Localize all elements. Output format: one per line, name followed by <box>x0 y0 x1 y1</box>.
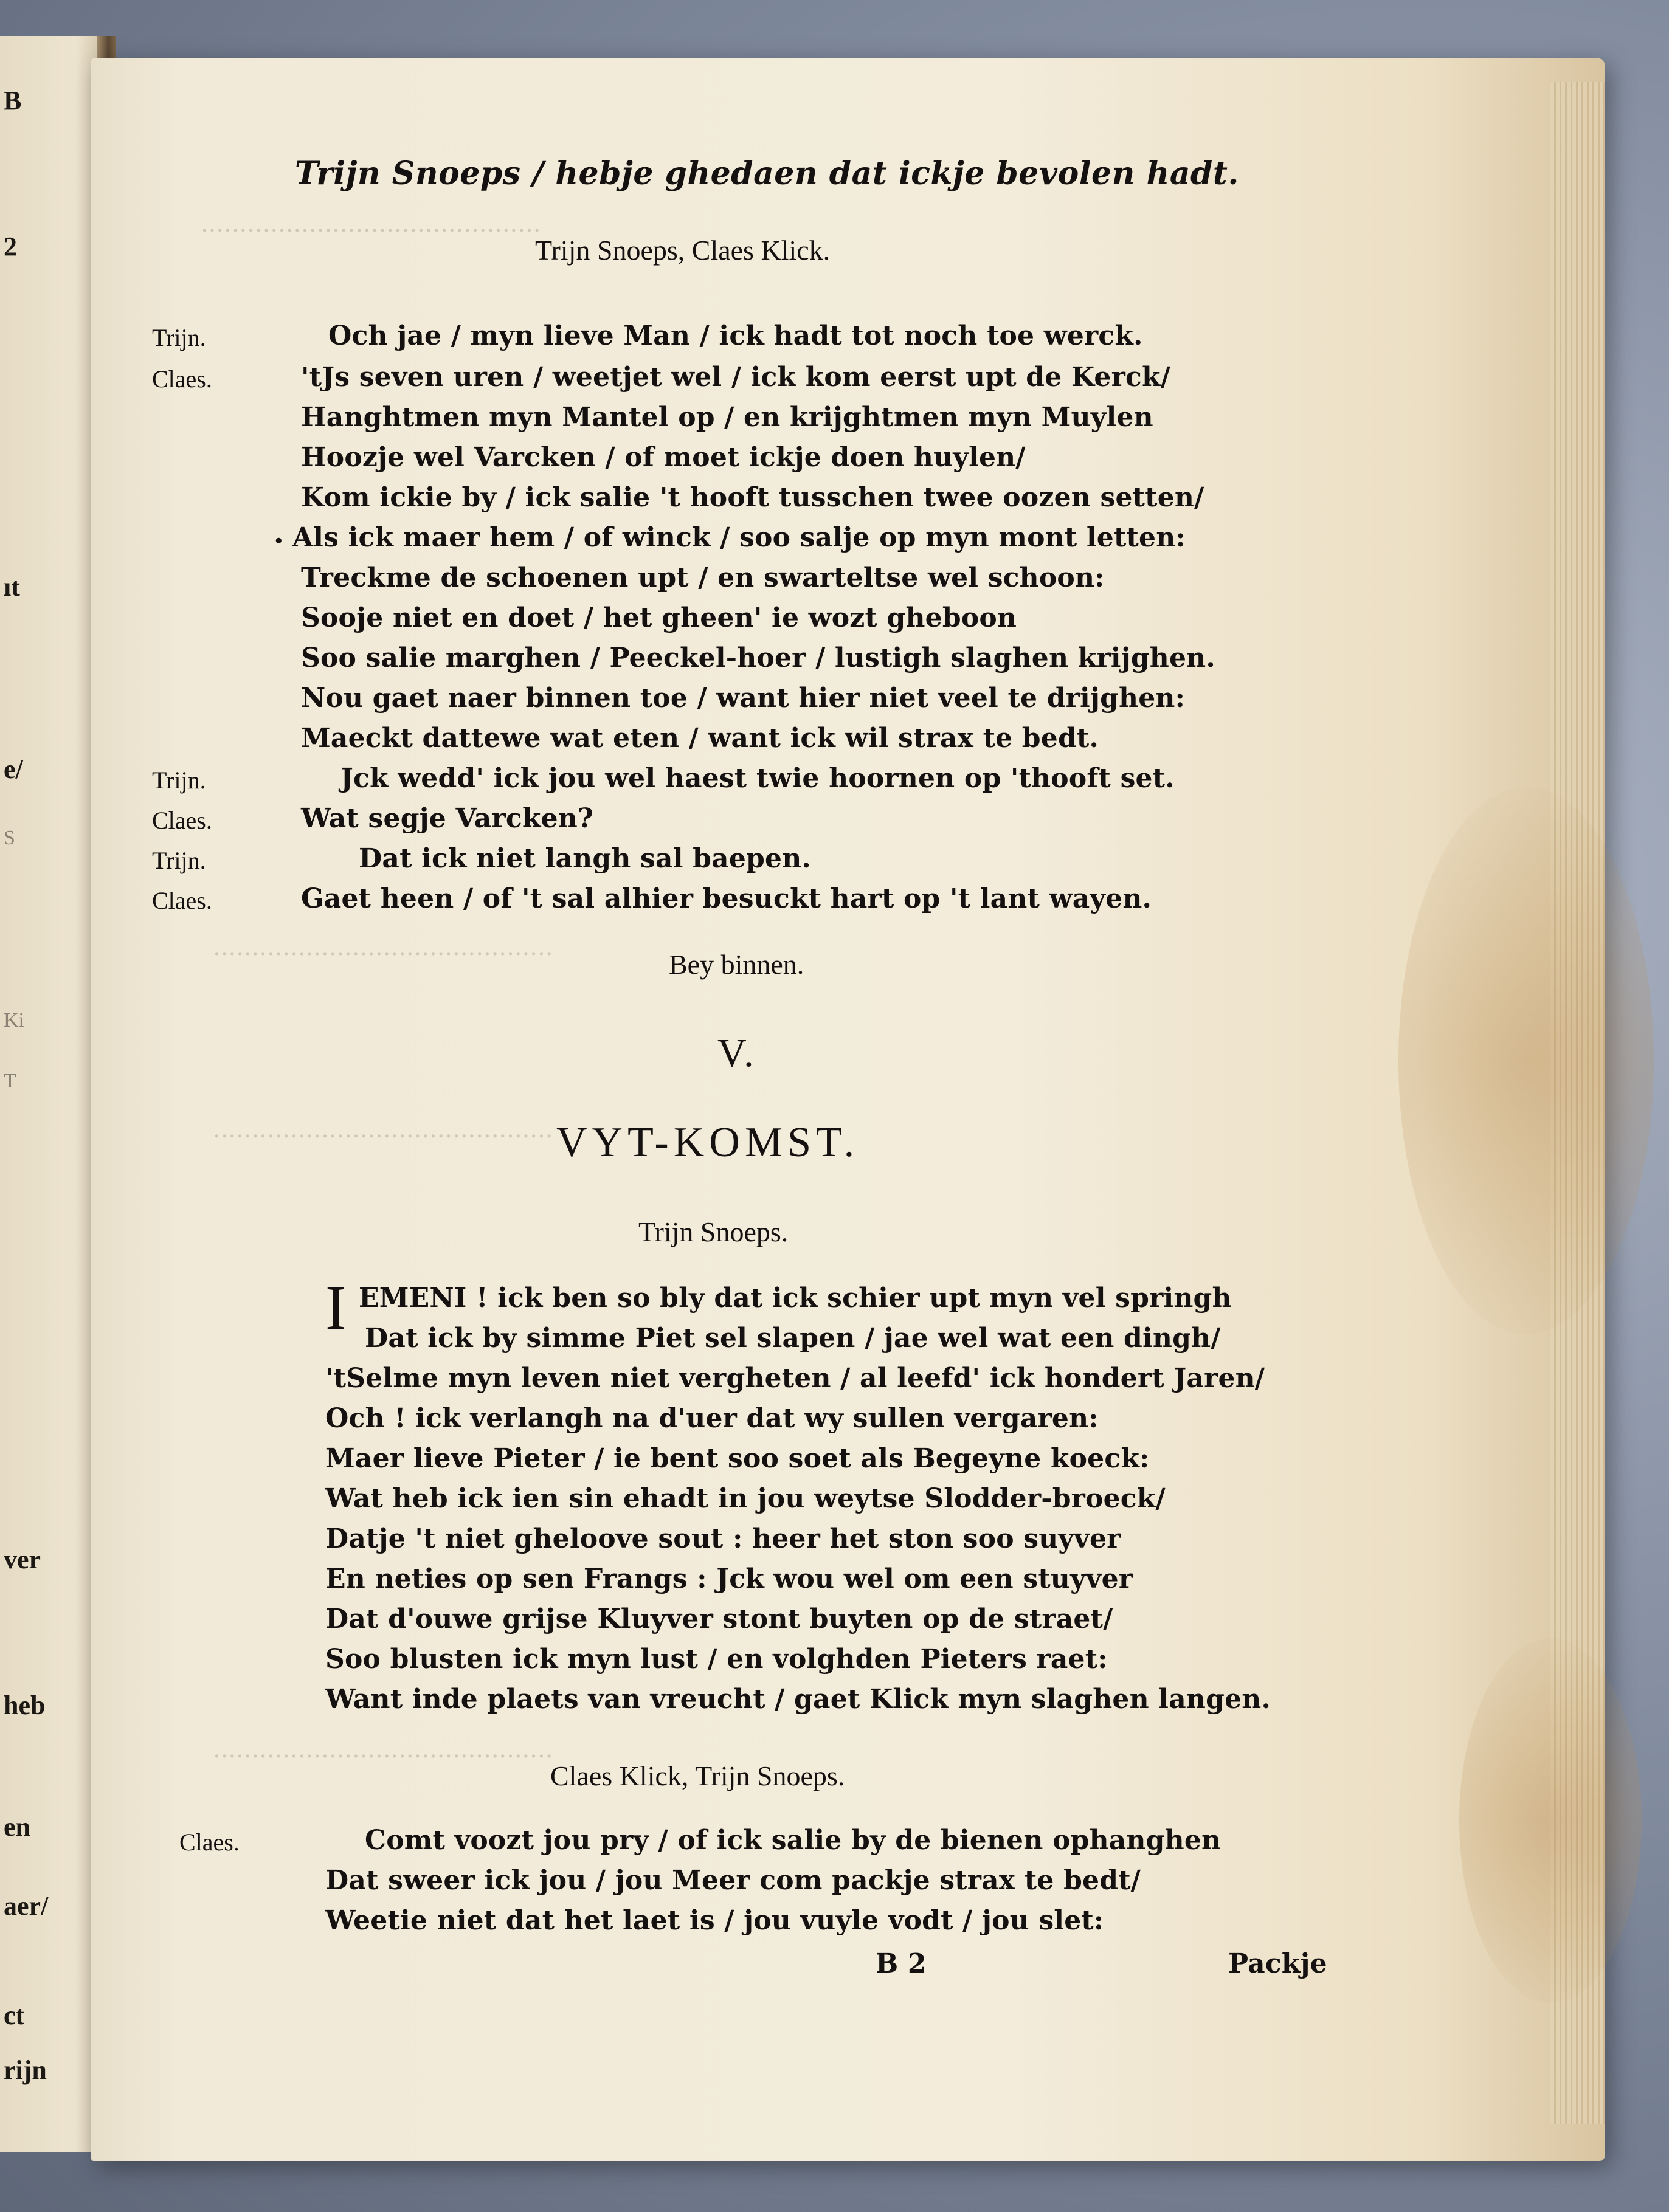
scene-cast: Trijn Snoeps, Claes Klick. <box>535 235 831 266</box>
speaker-label: Claes. <box>152 365 212 393</box>
verse-line: Hoozje wel Varcken / of moet ickje doen huylen/ <box>301 442 1026 473</box>
verse-line: Datje 't niet gheloove sout : heer het ston soo suyver <box>325 1523 1121 1554</box>
verse-line: Dat sweer ick jou / jou Meer com packje strax te bedt/ <box>325 1865 1141 1896</box>
stage-direction: Bey binnen. <box>669 949 804 980</box>
verse-line: Soo blusten ick myn lust / en volghden Pieters raet: <box>325 1644 1108 1675</box>
verse-line: Maer lieve Pieter / ie bent soo soet als Begeyne koeck: <box>325 1443 1150 1474</box>
verse-line: Maeckt dattewe wat eten / want ick wil strax te bedt. <box>301 723 1099 754</box>
left-page-edge: B 2 ıt e/ S Ki T ver heb en aer/ ct rijn <box>0 36 109 2152</box>
age-stain <box>1398 787 1654 1334</box>
verse-line: Sooje niet en doet / het gheen' ie wozt gheboon <box>301 602 1017 633</box>
show-through-text: ............................................ <box>213 1735 553 1763</box>
verse-line: Och ! ick verlangh na d'uer dat wy sullen vergaren: <box>325 1403 1099 1434</box>
verse-line: Dat ick niet langh sal baepen. <box>359 843 811 874</box>
book-page <box>91 58 1605 2161</box>
show-through-text: ............................................ <box>213 1115 553 1143</box>
verse-line: Och jae / myn lieve Man / ick hadt tot noch toe werck. <box>328 320 1143 351</box>
running-head: Trijn Snoeps / hebje ghedaen dat ickje bevolen hadt. <box>295 155 1239 192</box>
scene-title: VYT-KOMST. <box>556 1119 860 1166</box>
verse-line: Wat heb ick ien sin ehadt in jou weytse Slodder-broeck/ <box>325 1483 1166 1514</box>
verse-line: Dat ick by simme Piet sel slapen / jae wel wat een dingh/ <box>365 1323 1221 1354</box>
signature-mark: B 2 <box>876 1948 927 1979</box>
speaker-label: Claes. <box>152 887 212 914</box>
scene-cast-2: Claes Klick, Trijn Snoeps. <box>550 1760 845 1791</box>
monologue-speaker: Trijn Snoeps. <box>638 1216 789 1247</box>
age-stain <box>1459 1638 1642 2003</box>
verse-line: Soo salie marghen / Peeckel-hoer / lustigh slaghen krijghen. <box>301 643 1215 674</box>
verse-line: En neties op sen Frangs : Jck wou wel om een stuyver <box>325 1563 1133 1594</box>
verse-line: Treckme de schoenen upt / en swarteltse wel schoon: <box>301 562 1105 593</box>
verse-line: Kom ickie by / ick salie 't hooft tusschen twee oozen setten/ <box>301 482 1204 513</box>
verse-line: Nou gaet naer binnen toe / want hier niet veel te drijghen: <box>301 683 1186 714</box>
verse-line: Dat d'ouwe grijse Kluyver stont buyten op de straet/ <box>325 1604 1113 1635</box>
show-through-text: ............................................ <box>201 210 541 238</box>
verse-line: Want inde plaets van vreucht / gaet Klick myn slaghen langen. <box>325 1684 1271 1715</box>
verse-line: 'tSelme myn leven niet vergheten / al leefd' ick hondert Jaren/ <box>325 1363 1265 1394</box>
verse-line: Hanghtmen myn Mantel op / en krijghtmen myn Muylen <box>301 402 1153 433</box>
verse-line: Wat segje Varcken? <box>301 803 593 834</box>
speaker-label: Trijn. <box>152 847 206 874</box>
verse-line: EMENI ! ick ben so bly dat ick schier upt myn vel springh <box>359 1283 1232 1314</box>
verse-line: Comt voozt jou pry / of ick salie by de bienen ophanghen <box>365 1825 1222 1856</box>
verse-line: Weetie niet dat het laet is / jou vuyle vodt / jou slet: <box>325 1905 1104 1936</box>
verse-line: Gaet heen / of 't sal alhier besuckt hart op 't lant wayen. <box>301 883 1152 914</box>
verse-line: Jck wedd' ick jou wel haest twie hoornen op 'thooft set. <box>340 763 1175 794</box>
verse-line: • Als ick maer hem / of winck / soo salje op myn mont letten: <box>274 522 1186 553</box>
show-through-text: ............................................ <box>213 933 553 961</box>
catchword: Packje <box>1228 1948 1327 1979</box>
speaker-label: Claes. <box>179 1828 240 1856</box>
speaker-label: Claes. <box>152 807 212 834</box>
drop-cap: I <box>325 1273 347 1343</box>
scene-number: V. <box>717 1031 756 1075</box>
verse-line: 'tJs seven uren / weetjet wel / ick kom eerst upt de Kerck/ <box>301 362 1170 393</box>
speaker-label: Trijn. <box>152 324 206 351</box>
speaker-label: Trijn. <box>152 767 206 794</box>
